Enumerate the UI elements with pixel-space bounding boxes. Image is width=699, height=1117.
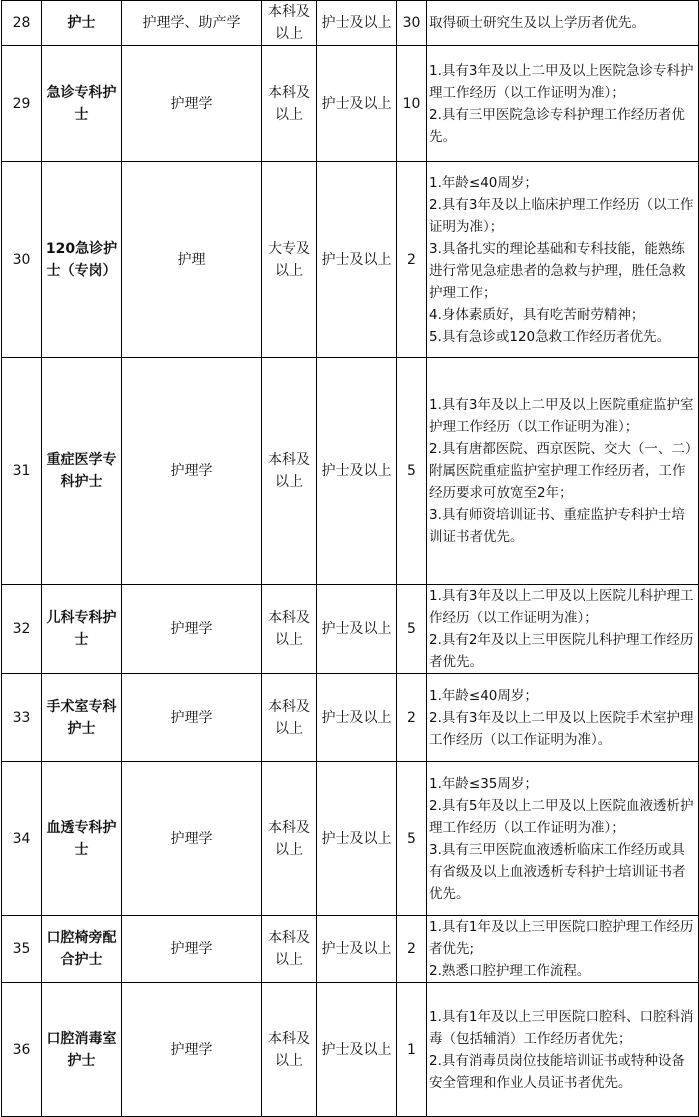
row-number: 32 — [2, 585, 42, 674]
requirement-item: 2.具有消毒员岗位技能培训证书或特种设备安全管理和作业人员证书者优先。 — [429, 1052, 685, 1091]
requirement-item: 3.具备扎实的理论基础和专科技能，能熟练进行常见急症患者的急救与护理，胜任急救护理工作； — [429, 240, 686, 301]
row-number: 36 — [2, 983, 42, 1117]
row-number: 29 — [2, 46, 42, 162]
recruitment-table — [1, 0, 699, 1117]
qualification-requirement: 护士及以上 — [317, 762, 397, 916]
major: 护理学 — [122, 983, 262, 1117]
qualification-requirement: 护士及以上 — [317, 983, 397, 1117]
position-title: 护士 — [42, 1, 122, 46]
requirement-item: 2.具有2年及以上三甲医院儿科护理工作经历者优先。 — [429, 632, 694, 670]
table-row — [2, 1, 699, 46]
row-number: 31 — [2, 358, 42, 585]
requirements-cell — [427, 358, 699, 585]
major: 护理学、助产学 — [122, 1, 262, 46]
headcount: 30 — [397, 1, 427, 46]
requirement-item: 取得硕士研究生及以上学历者优先。 — [429, 15, 645, 31]
table-row — [2, 674, 699, 762]
headcount: 2 — [397, 674, 427, 762]
qualification-requirement: 护士及以上 — [317, 162, 397, 358]
major: 护理 — [122, 162, 262, 358]
requirement-item: 3.具有师资培训证书、重症监护专科护士培训证书者优先。 — [429, 507, 685, 545]
qualification-requirement: 护士及以上 — [317, 585, 397, 674]
position-title: 口腔消毒室护士 — [42, 983, 122, 1117]
requirement-item: 4.身体素质好，具有吃苦耐劳精神； — [429, 306, 645, 323]
headcount: 1 — [397, 983, 427, 1117]
table-body — [2, 1, 699, 1117]
requirements-cell — [427, 1, 699, 46]
requirement-item: 2.熟悉口腔护理工作流程。 — [429, 963, 591, 979]
position-title: 重症医学专科护士 — [42, 358, 122, 585]
table-row — [2, 916, 699, 983]
education-requirement: 本科及以上 — [262, 983, 317, 1117]
requirement-item: 1.具有3年及以上二甲及以上医院重症监护室护理工作经历（以工作证明为准）； — [429, 397, 694, 435]
row-number: 28 — [2, 1, 42, 46]
position-title: 120急诊护士（专岗） — [42, 162, 122, 358]
education-requirement: 本科及以上 — [262, 1, 317, 46]
requirement-item: 1.具有1年及以上三甲医院口腔护理工作经历者优先; — [429, 919, 694, 957]
education-requirement: 本科及以上 — [262, 585, 317, 674]
requirements-cell — [427, 762, 699, 916]
requirement-item: 2.具有3年及以上二甲及以上医院手术室护理工作经历（以工作证明为准）。 — [429, 709, 694, 748]
headcount: 5 — [397, 585, 427, 674]
table-row — [2, 762, 699, 916]
row-number: 34 — [2, 762, 42, 916]
major: 护理学 — [122, 46, 262, 162]
requirement-item: 1.具有3年及以上二甲及以上医院儿科护理工作经历（以工作证明为准）； — [429, 588, 694, 626]
position-title: 血透专科护士 — [42, 762, 122, 916]
requirement-item: 2.具有三甲医院急诊专科护理工作经历者优先。 — [429, 106, 685, 145]
qualification-requirement: 护士及以上 — [317, 358, 397, 585]
major: 护理学 — [122, 916, 262, 983]
requirement-item: 1.年龄≤35周岁； — [429, 775, 538, 792]
requirement-item: 1.具有3年及以上二甲及以上医院急诊专科护理工作经历（以工作证明为准）； — [429, 62, 694, 101]
education-requirement: 本科及以上 — [262, 46, 317, 162]
requirement-item: 5.具有急诊或120急救工作经历者优先。 — [429, 328, 671, 345]
requirement-item: 2.具有5年及以上二甲及以上医院血液透析护理工作经历（以工作证明为准）； — [429, 797, 694, 836]
table-row — [2, 358, 699, 585]
qualification-requirement: 护士及以上 — [317, 46, 397, 162]
position-title: 儿科专科护士 — [42, 585, 122, 674]
major: 护理学 — [122, 674, 262, 762]
table-row — [2, 983, 699, 1117]
row-number: 35 — [2, 916, 42, 983]
headcount: 10 — [397, 46, 427, 162]
major: 护理学 — [122, 358, 262, 585]
major: 护理学 — [122, 585, 262, 674]
headcount: 5 — [397, 358, 427, 585]
row-number: 30 — [2, 162, 42, 358]
requirement-item: 1.年龄≤40周岁； — [429, 174, 538, 191]
table-row — [2, 46, 699, 162]
major: 护理学 — [122, 762, 262, 916]
position-title: 急诊专科护士 — [42, 46, 122, 162]
headcount: 2 — [397, 162, 427, 358]
requirements-cell — [427, 983, 699, 1117]
table-row — [2, 162, 699, 358]
requirements-cell — [427, 162, 699, 358]
requirements-cell — [427, 916, 699, 983]
requirement-item: 3.具有三甲医院血液透析临床工作经历或具有省级及以上血液透析专科护士培训证书者优先。 — [429, 841, 686, 902]
headcount: 2 — [397, 916, 427, 983]
table-row — [2, 585, 699, 674]
education-requirement: 本科及以上 — [262, 762, 317, 916]
requirement-item: 1.年龄≤40周岁； — [429, 687, 538, 704]
education-requirement: 大专及以上 — [262, 162, 317, 358]
qualification-requirement: 护士及以上 — [317, 1, 397, 46]
position-title: 手术室专科护士 — [42, 674, 122, 762]
qualification-requirement: 护士及以上 — [317, 916, 397, 983]
education-requirement: 本科及以上 — [262, 358, 317, 585]
requirement-item: 2.具有3年及以上临床护理工作经历（以工作证明为准）； — [429, 196, 694, 235]
requirements-cell — [427, 585, 699, 674]
education-requirement: 本科及以上 — [262, 674, 317, 762]
headcount: 5 — [397, 762, 427, 916]
position-title: 口腔椅旁配合护士 — [42, 916, 122, 983]
row-number: 33 — [2, 674, 42, 762]
requirements-cell — [427, 674, 699, 762]
requirement-item: 1.具有1年及以上三甲医院口腔科、口腔科消毒（包括辅消）工作经历者优先； — [429, 1008, 694, 1047]
requirements-cell — [427, 46, 699, 162]
requirement-item: 2.具有唐都医院、西京医院、交大（一、二）附属医院重症监护室护理工作经历者，工作经历要求可放宽至2年； — [429, 441, 692, 501]
qualification-requirement: 护士及以上 — [317, 674, 397, 762]
education-requirement: 本科及以上 — [262, 916, 317, 983]
